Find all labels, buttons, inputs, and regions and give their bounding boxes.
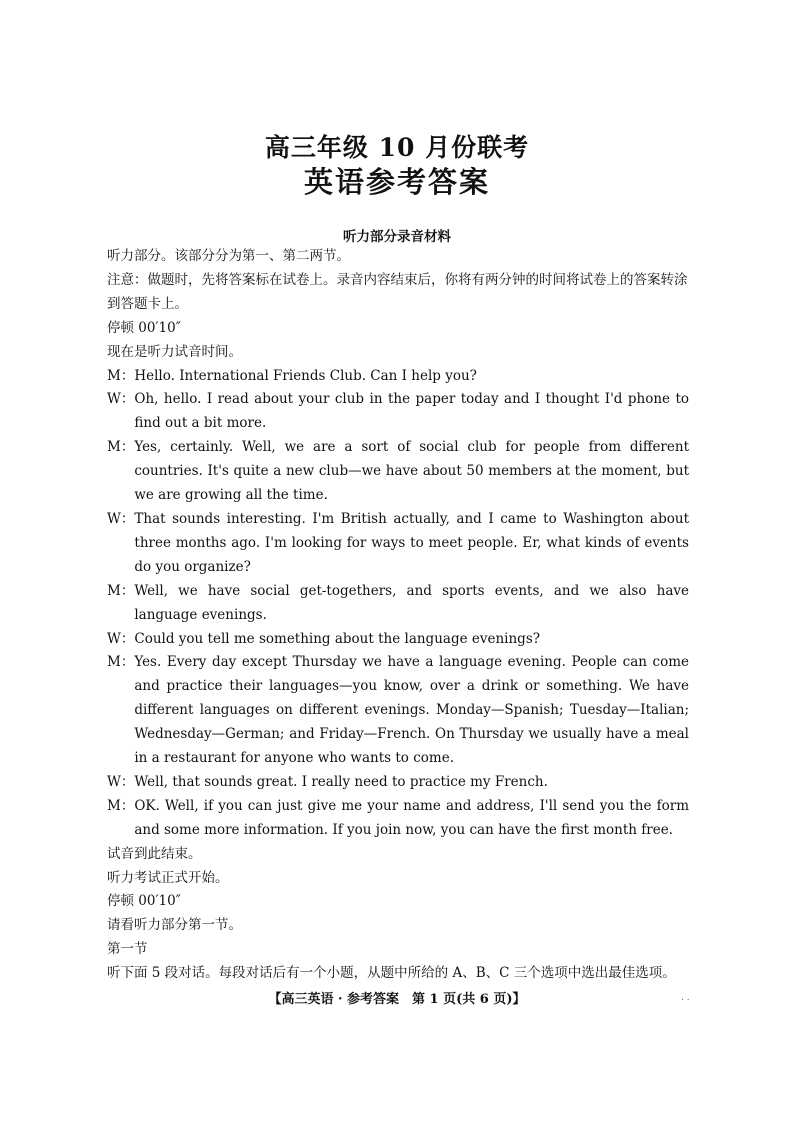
utterance: Could you tell me something about the language evenings?: [134, 630, 540, 647]
speaker-label: M：: [107, 367, 135, 384]
dialogue-line: [107, 388, 689, 436]
section-instruction: 听下面 5 段对话。每段对话后有一个小题，从题中所给的 A、B、C 三个选项中选出最佳选项。: [107, 965, 676, 982]
dialogue-line: [107, 795, 689, 843]
pause-marker: 停顿 00′10″: [107, 893, 181, 910]
speaker-label: M：: [107, 439, 135, 456]
section-prompt: 请看听力部分第一节。: [107, 917, 242, 934]
trial-start-line: 现在是听力试音时间。: [107, 343, 242, 360]
exam-start-line: 听力考试正式开始。: [107, 869, 229, 886]
speaker-label: M：: [107, 582, 135, 599]
utterance: Yes, certainly. Well, we are a sort of social club for people from different countries. It's quite a new club—we have about 50 members at the moment, but we are growing all the time.: [134, 439, 689, 504]
exam-title: 高三年级 10 月份联考: [264, 133, 530, 162]
dialogue-line: [107, 436, 689, 508]
dialogue-line: [107, 580, 689, 628]
utterance: Yes. Every day except Thursday we have a language evening. People can come and practice their languages—you know, over a drink or something. We have different languages on different evenings. Monday—Spanish; Tuesday—Italian; Wednesday—German; and Friday—French. On Thursday we usually have a meal in a restaurant for anyone who wants to come.: [134, 654, 689, 767]
dialogue-line: [107, 651, 689, 771]
page-footer: 【高三英语 · 参考答案 第 1 页(共 6 页)】: [268, 992, 526, 1007]
speaker-label: W：: [107, 391, 135, 408]
section-heading: 听力部分录音材料: [343, 229, 451, 245]
utterance: Well, we have social get-togethers, and sports events, and we also have language evenings.: [134, 582, 689, 623]
utterance: Hello. International Friends Club. Can I help you?: [134, 367, 477, 384]
speaker-label: W：: [107, 773, 135, 790]
speaker-label: W：: [107, 630, 135, 647]
pause-marker: 停顿 00′10″: [107, 319, 181, 336]
utterance: Well, that sounds great. I really need to practice my French.: [134, 773, 548, 790]
dialogue-line: [107, 771, 689, 795]
section-label: 第一节: [107, 941, 148, 958]
scan-marks: . .: [681, 993, 690, 1003]
utterance: That sounds interesting. I'm British actually, and I came to Washington about three months ago. I'm looking for ways to meet people. Er, what kinds of events do you organize?: [134, 510, 689, 575]
note-paragraph: 注意：做题时，先将答案标在试卷上。录音内容结束后，你将有两分钟的时间将试卷上的答案转涂到答题卡上。: [107, 271, 688, 312]
speaker-label: W：: [107, 510, 135, 527]
speaker-label: M：: [107, 797, 135, 814]
document-title: 英语参考答案: [303, 165, 490, 199]
utterance: Oh, hello. I read about your club in the paper today and I thought I'd phone to find out a bit more.: [134, 391, 689, 432]
trial-end-line: 试音到此结束。: [107, 845, 202, 862]
dialogue-line: [107, 508, 689, 580]
intro-paragraph: 听力部分。该部分分为第一、第二两节。: [107, 248, 350, 264]
transcript-body: [107, 245, 689, 986]
dialogue-line: [107, 365, 689, 389]
dialogue-line: [107, 628, 689, 652]
speaker-label: M：: [107, 654, 135, 671]
utterance: OK. Well, if you can just give me your name and address, I'll send you the form and some more information. If you join now, you can have the first month free.: [134, 797, 689, 838]
